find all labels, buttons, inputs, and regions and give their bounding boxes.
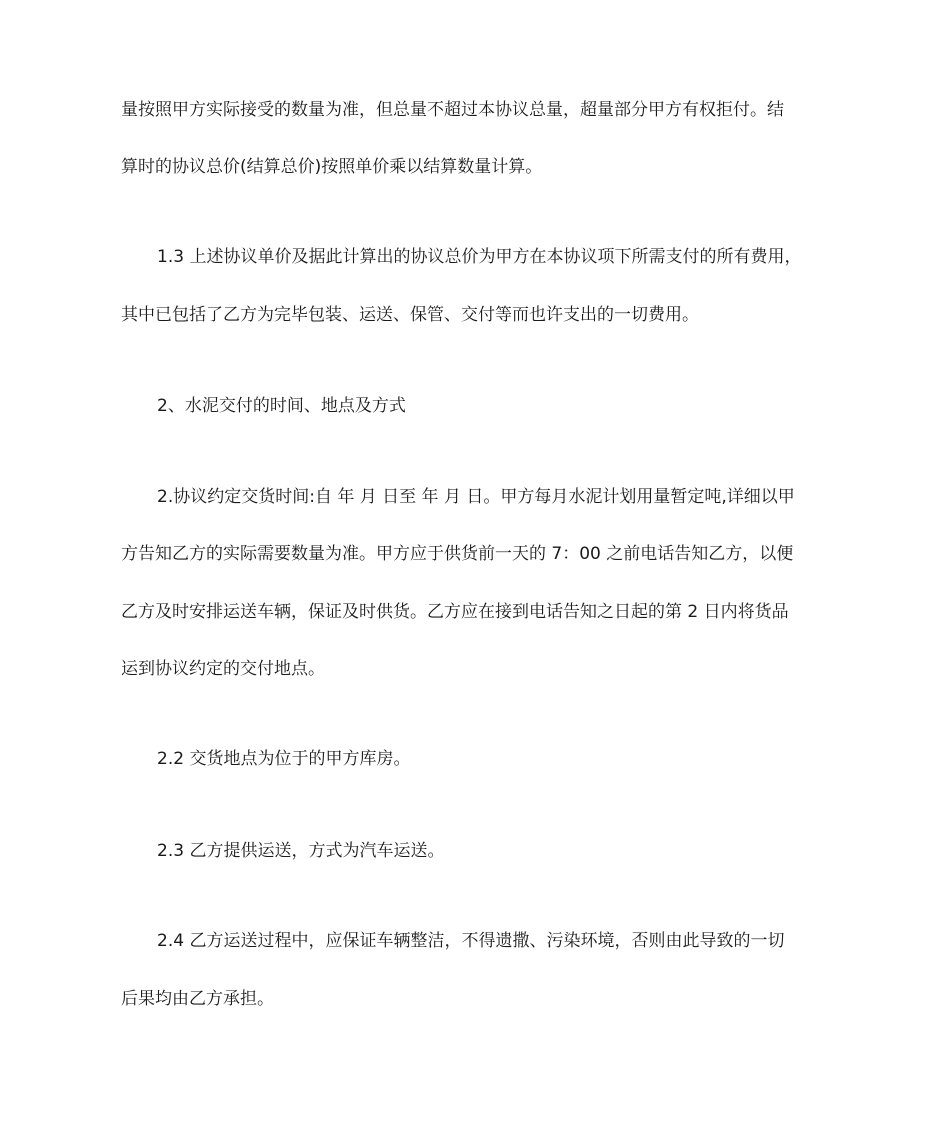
section-heading: 2、水泥交付的时间、地点及方式 [157,396,406,416]
paragraph-line: 方告知乙方的实际需要数量为准。甲方应于供货前一天的 7：00 之前电话告知乙方，以便 [121,544,794,564]
paragraph-line: 其中已包括了乙方为完毕包装、运送、保管、交付等而也许支出的一切费用。 [121,305,699,325]
paragraph-line: 2.3 乙方提供运送，方式为汽车运送。 [157,841,445,861]
paragraph-line: 1.3 上述协议单价及据此计算出的协议总价为甲方在本协议项下所需支付的所有费用， [157,247,802,267]
paragraph-line: 算时的协议总价(结算总价)按照单价乘以结算数量计算。 [121,157,543,177]
paragraph-line: 运到协议约定的交付地点。 [121,659,325,679]
paragraph-line: 2.4 乙方运送过程中，应保证车辆整洁，不得遗撒、污染环境，否则由此导致的一切 [157,931,785,951]
paragraph-line: 乙方及时安排运送车辆，保证及时供货。乙方应在接到电话告知之日起的第 2 日内将货品 [121,602,789,622]
paragraph-line: 量按照甲方实际接受的数量为准，但总量不超过本协议总量，超量部分甲方有权拒付。结 [121,100,784,120]
paragraph-line: 2.2 交货地点为位于的甲方库房。 [157,749,411,769]
paragraph-line: 后果均由乙方承担。 [121,989,274,1009]
paragraph-line: 2.协议约定交货时间:自 年 月 日至 年 月 日。甲方每月水泥计划用量暂定吨,详细以甲 [157,487,795,507]
